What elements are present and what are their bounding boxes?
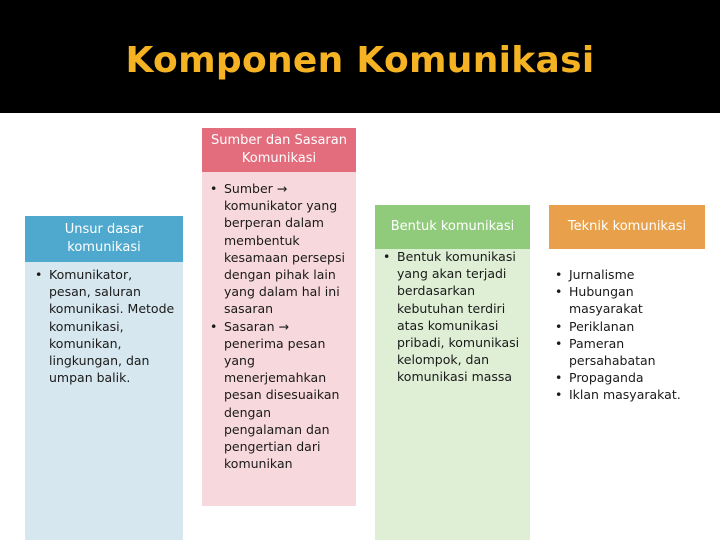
column-3-header: Bentuk komunikasi [375,205,530,249]
item-lead: Sumber [224,181,273,196]
arrow-right-icon: → [276,181,288,196]
slide-title: Komponen Komunikasi [125,40,595,81]
item-text: penerima pesan yang menerjemahkan pesan disesuaikan dengan pengalaman dan pengertian dari komunikan [224,335,340,472]
arrow-right-icon: → [278,318,289,334]
column-4-header: Teknik komunikasi [549,205,705,249]
item-text: komunikator yang berperan dalam membentuk kesamaan persepsi dengan pihak lain yang dalam hal ini sasaran [224,198,345,317]
list-item: • Jurnalisme [553,266,701,283]
column-4-body [549,242,705,540]
list-item: • Pameran persahabatan [553,335,701,369]
list-item: • Periklanan [553,318,701,335]
item-lead: Sasaran [224,318,275,334]
column-1-header: Unsur dasar komunikasi [25,216,183,262]
list-item: • Hubungan masyarakat [553,283,701,317]
list-item: • Komunikator, pesan, saluran komunikasi. Metode komunikasi, komunikan, lingkungan, dan umpan balik. [33,266,175,386]
column-1-body [25,262,183,540]
list-item [208,180,350,318]
column-2-body [202,172,356,506]
list-item: • Bentuk komunikasi yang akan terjadi berdasarkan kebutuhan terdiri atas komunikasi pribadi, komunikasi kelompok, dan komunikasi massa [381,248,524,386]
list-item: • Propaganda [553,369,701,386]
column-2-header: Sumber dan Sasaran Komunikasi [202,128,356,172]
list-item [208,318,350,473]
list-item: • Iklan masyarakat. [553,386,701,403]
column-3-body [375,242,530,540]
